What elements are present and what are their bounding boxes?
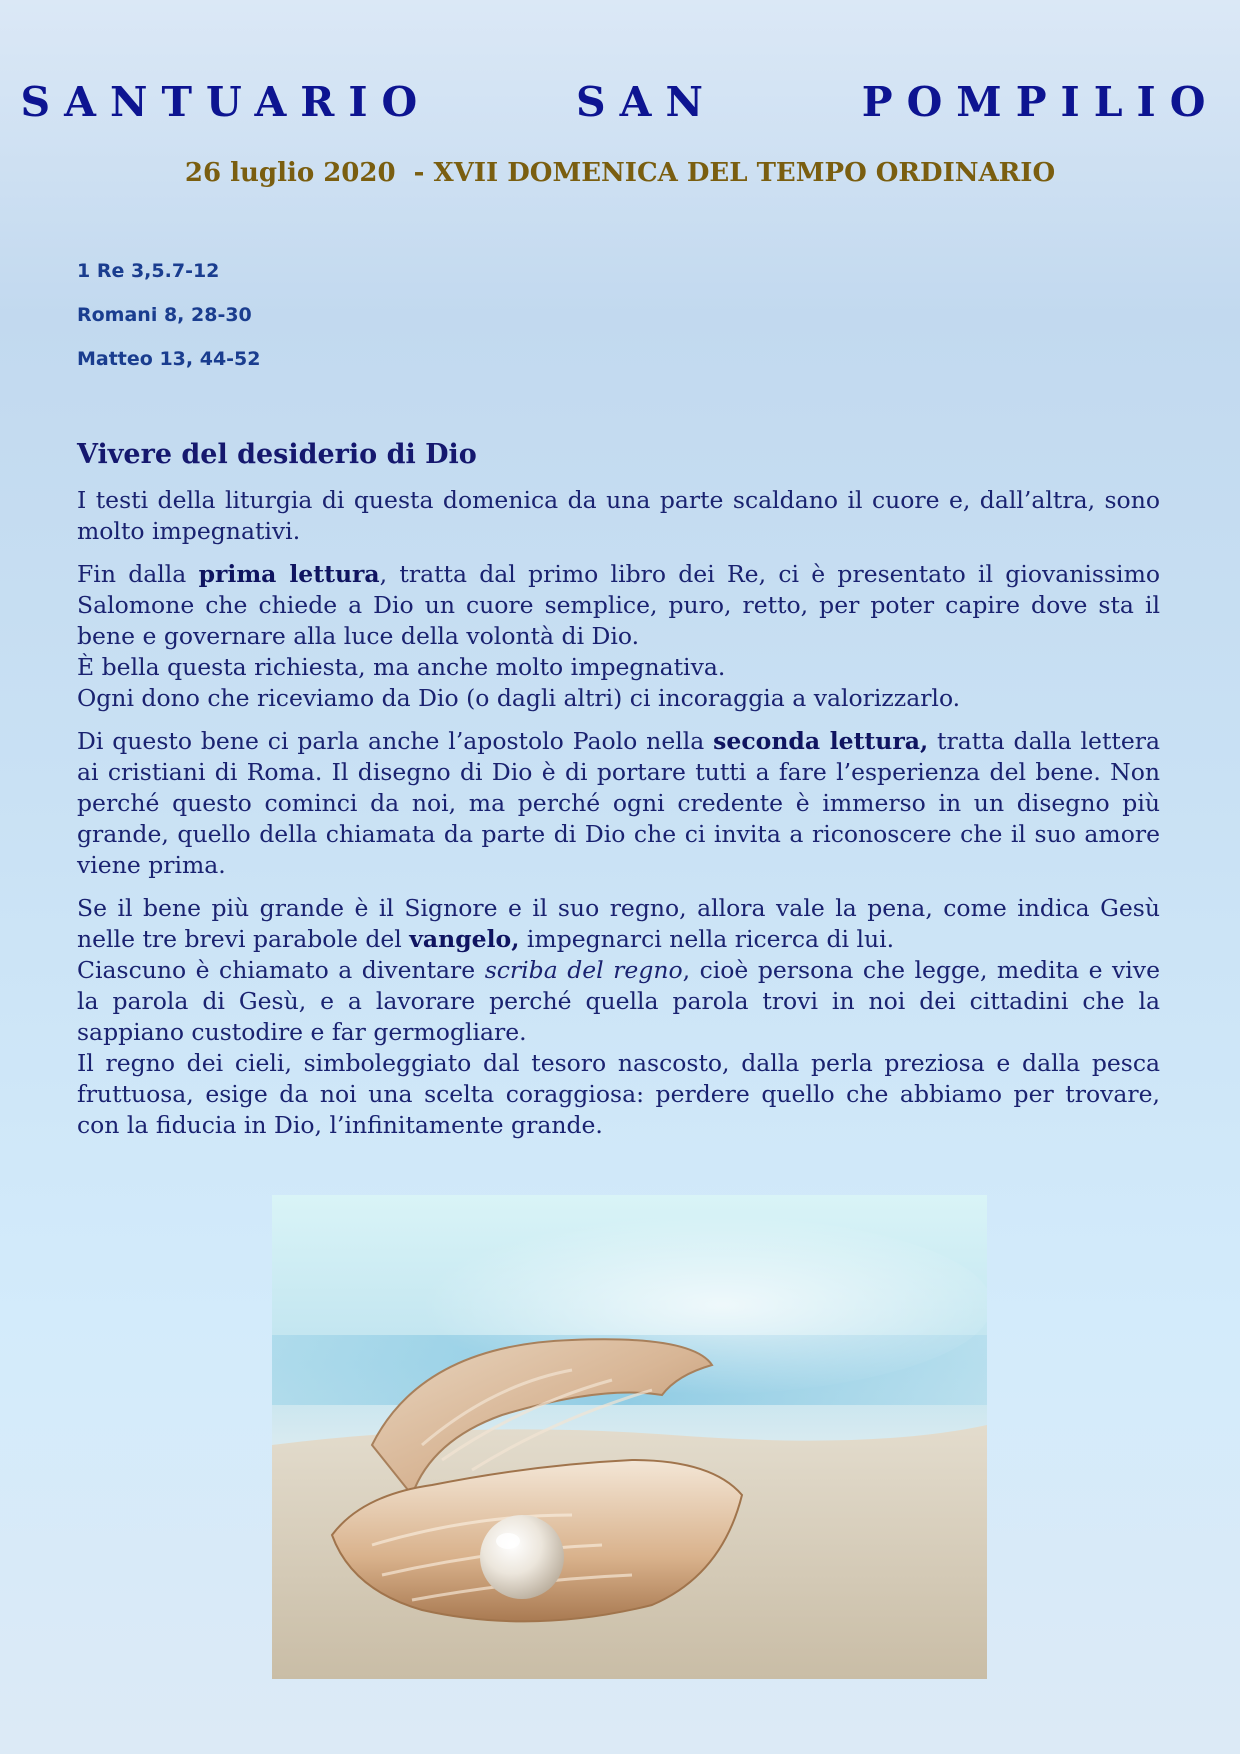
paragraph-intro: I testi della liturgia di questa domenica da una parte scaldano il cuore e, dall’altra, sono molto impegnativi.	[77, 486, 1160, 545]
article-heading: Vivere del desiderio di Dio	[77, 439, 477, 470]
reading-gospel: Matteo 13, 44-52	[77, 348, 261, 370]
gospel-label: vangelo,	[409, 925, 520, 953]
page-title: SANTUARIO SAN POMPILIO	[20, 78, 1220, 126]
readings-list	[77, 258, 261, 390]
article	[77, 438, 1160, 1153]
second-reading-label: seconda lettura,	[713, 727, 929, 755]
pearl-shell-photo	[272, 1195, 987, 1679]
paragraph-second-reading: Di questo bene ci parla anche l’apostolo Paolo nella seconda lettura, tratta dalla lettera ai cristiani di Roma. Il disegno di Dio è di portare tutti a fare l’esperienza del bene. Non perché questo cominci da noi, ma perché ogni credente è immerso in un disegno più grande, quello della chiamata da parte di Dio che ci invita a riconoscere che il suo amore viene prima.	[77, 727, 1160, 879]
first-reading-label: prima lettura	[198, 560, 380, 588]
paragraph-gospel: Se il bene più grande è il Signore e il suo regno, allora vale la pena, come indica Gesù nelle tre brevi parabole del vangelo, impegnarci nella ricerca di lui. Ciascuno è chiamato a diventare scriba del regno, cioè persona che legge, medita e vive la parola di Gesù, e a lavorare perché quella parola trovi in noi dei cittadini che la sappiano custodire e far germogliare. Il regno dei cieli, simboleggiato dal tesoro nascosto, dalla perla preziosa e dalla pesca fruttuosa, esige da noi una scelta coraggiosa: perdere quello che abbiamo per trovare, con la fiducia in Dio, l’infinitamente grande.	[77, 894, 1160, 1139]
scribe-phrase: scriba del regno	[484, 956, 683, 984]
paragraph-first-reading: Fin dalla prima lettura, tratta dal primo libro dei Re, ci è presentato il giovanissimo Salomone che chiede a Dio un cuore semplice, puro, retto, per poter capire dove sta il bene e governare alla luce della volontà di Dio. È bella questa richiesta, ma anche molto impegnativa. Ogni dono che riceviamo da Dio (o dagli altri) ci incoraggia a valorizzarlo.	[77, 560, 1161, 712]
reading-first: 1 Re 3,5.7-12	[77, 260, 220, 282]
date-liturgy-line: 26 luglio 2020 - XVII DOMENICA DEL TEMPO ORDINARIO	[184, 158, 1056, 188]
reading-second: Romani 8, 28-30	[77, 304, 252, 326]
